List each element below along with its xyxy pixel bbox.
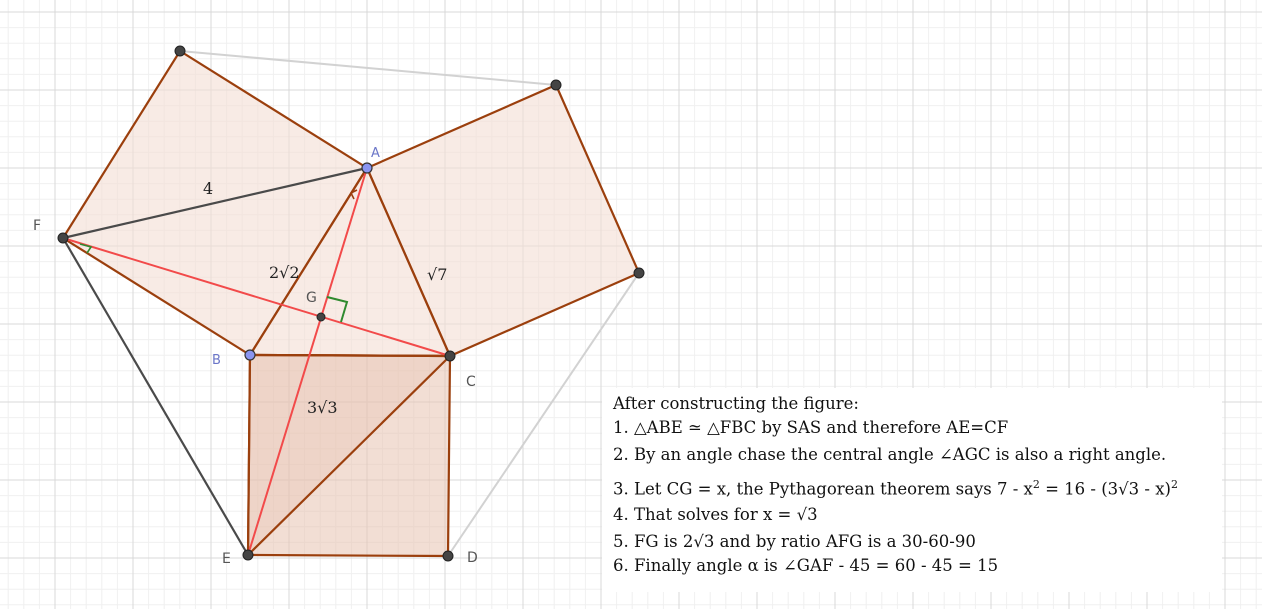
- notes-step-3-exp2: 2: [1171, 478, 1178, 491]
- notes-step-3: [613, 470, 1222, 500]
- notes-step-1: 1. △ABE ≃ △FBC by SAS and therefore AE=CF: [613, 418, 1009, 437]
- point-C[interactable]: [445, 351, 455, 361]
- point-B[interactable]: [245, 350, 255, 360]
- point-A[interactable]: [362, 163, 372, 173]
- notes-step-3-exp1: 2: [1032, 478, 1040, 491]
- point-D[interactable]: [443, 551, 453, 561]
- notes-step-3-prefix: 3. Let CG = x, the Pythagorean theorem says 7 - x: [613, 479, 1033, 499]
- label-FA-length: 4: [203, 179, 214, 198]
- notes-step-4: 4. That solves for x = √3: [613, 505, 818, 524]
- notes-step-3-sqrt: √3: [1118, 479, 1140, 499]
- label-point-B: B: [212, 353, 221, 368]
- label-point-D: D: [467, 550, 478, 566]
- notes-step-3-suffix: - x): [1139, 479, 1171, 499]
- notes-step-3-mid: = 16 - (3: [1039, 479, 1119, 499]
- solution-text-box: [602, 388, 1222, 592]
- point-top-right-vertex[interactable]: [551, 80, 561, 90]
- notes-heading: After constructing the figure:: [613, 394, 859, 413]
- point-top-left-vertex[interactable]: [175, 46, 185, 56]
- notes-step-5: 5. FG is 2√3 and by ratio AFG is a 30-60-90: [613, 532, 976, 551]
- label-point-E: E: [222, 551, 231, 567]
- label-point-G: G: [306, 290, 317, 306]
- label-point-F: F: [33, 218, 42, 234]
- label-AB-length: 2√2: [269, 263, 300, 282]
- notes-step-6: 6. Finally angle α is ∠GAF - 45 = 60 - 45 = 15: [613, 556, 999, 575]
- point-G[interactable]: [317, 313, 325, 321]
- label-point-C: C: [466, 374, 476, 390]
- label-EG-length: 3√3: [307, 398, 338, 417]
- label-point-A: A: [371, 146, 380, 161]
- point-right-vertex[interactable]: [634, 268, 644, 278]
- point-E[interactable]: [243, 550, 253, 560]
- label-AC-length: √7: [427, 265, 448, 284]
- segment-top-connector: [180, 51, 556, 85]
- notes-step-2: 2. By an angle chase the central angle ∠AGC is also a right angle.: [613, 445, 1167, 464]
- point-F[interactable]: [58, 233, 68, 243]
